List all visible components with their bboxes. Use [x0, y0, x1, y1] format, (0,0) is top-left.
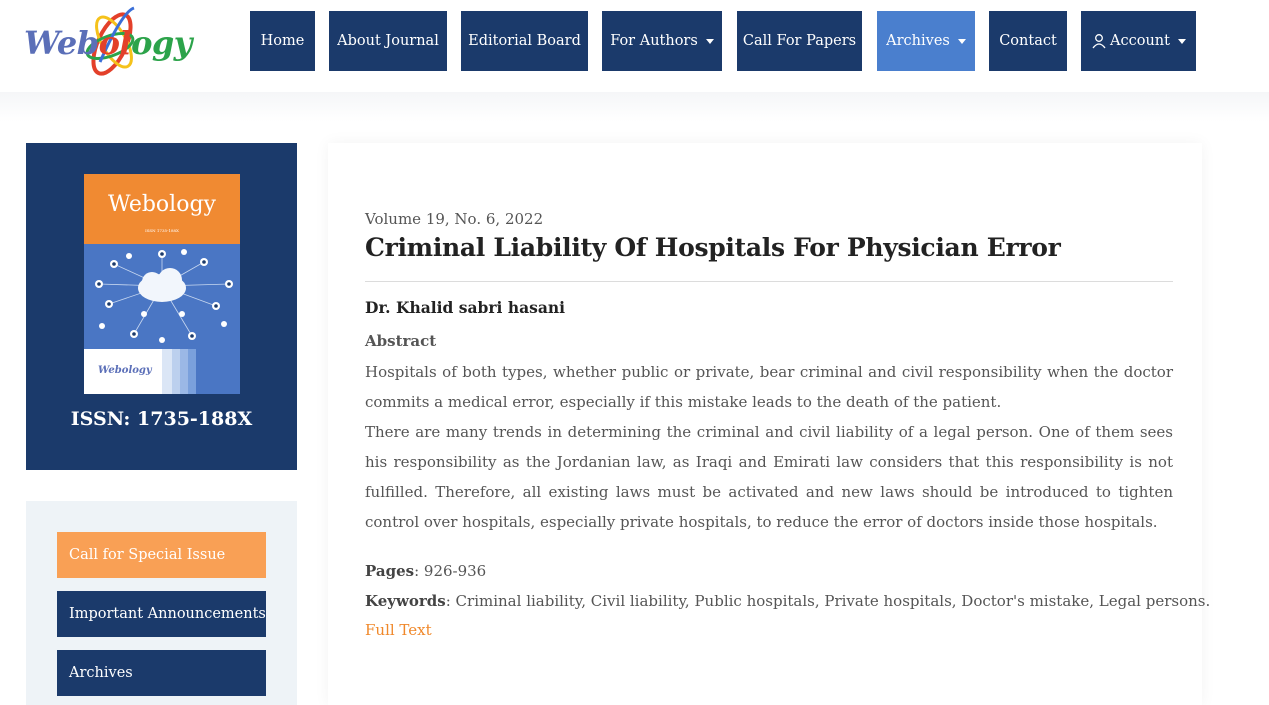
- chevron-down-icon: [958, 39, 966, 44]
- site-logo[interactable]: [22, 2, 192, 82]
- article-author: Dr. Khalid sabri hasani: [365, 298, 566, 317]
- article-title: Criminal Liability Of Hospitals For Physician Error: [365, 233, 1061, 262]
- abstract-heading: Abstract: [365, 332, 437, 350]
- sidebar-menu: [26, 501, 297, 705]
- nav-contact-label: Contact: [999, 33, 1057, 49]
- network-cloud-icon: [84, 244, 240, 349]
- nav-account-label: Account: [1110, 33, 1170, 49]
- cover-logo: Webology: [98, 365, 152, 376]
- nav-for-authors[interactable]: [602, 11, 722, 71]
- side-btn-label: Important Announcements: [69, 606, 266, 622]
- nav-cfp-label: Call For Papers: [742, 33, 857, 49]
- nav-home-label: Home: [260, 33, 305, 49]
- cover-header: [84, 174, 240, 244]
- journal-cover-panel: [26, 143, 297, 470]
- archives-button[interactable]: [57, 650, 266, 696]
- nav-about-label: About Journal: [337, 33, 439, 49]
- chevron-down-icon: [1178, 39, 1186, 44]
- side-btn-label: Call for Special Issue: [69, 547, 226, 563]
- call-for-special-issue-button[interactable]: [57, 532, 266, 578]
- divider: [365, 281, 1173, 282]
- cover-title: Webology: [108, 192, 216, 217]
- nav-editorial-board[interactable]: [461, 11, 588, 71]
- nav-editorial-label: Editorial Board: [468, 33, 581, 49]
- cover-footer: [84, 349, 240, 394]
- user-icon: [1091, 33, 1107, 49]
- abstract-paragraph: Hospitals of both types, whether public or private, bear criminal and civil responsibility when the doctor commits a medical error, especially if this mistake leads to the death of the patient.: [365, 363, 1173, 411]
- article-card: [328, 143, 1211, 705]
- article-keywords: [365, 592, 1210, 610]
- keywords-label: Keywords: [365, 592, 446, 610]
- journal-cover-image[interactable]: [84, 174, 240, 394]
- article-volume[interactable]: Volume 19, No. 6, 2022: [365, 210, 544, 228]
- issn-label: ISSN: 1735-188X: [70, 408, 253, 430]
- abstract-paragraph: There are many trends in determining the criminal and civil liability of a legal person. One of them sees his responsibility as the Jordanian law, as Iraqi and Emirati law considers that this responsibility is not fulfilled. Therefore, all existing laws must be activated and new laws should be introduced to tighten control over hospitals, especially private hospitals, to reduce the error of doctors inside those hospitals.: [365, 423, 1173, 531]
- site-header: [0, 0, 1269, 92]
- nav-account[interactable]: [1081, 11, 1196, 71]
- article-pages: [365, 562, 486, 580]
- nav-about-journal[interactable]: [329, 11, 447, 71]
- nav-contact[interactable]: [989, 11, 1067, 71]
- nav-call-for-papers[interactable]: [737, 11, 862, 71]
- abstract-text: [365, 357, 1173, 537]
- side-btn-label: Archives: [69, 665, 133, 681]
- keywords-value: : Criminal liability, Civil liability, Public hospitals, Private hospitals, Doctor's mistake, Legal persons.: [445, 592, 1211, 610]
- logo-wordmark: Webology: [24, 24, 192, 62]
- cover-issn: ISSN 1735-188X: [145, 228, 179, 233]
- pages-label: Pages: [365, 562, 415, 580]
- full-text-link[interactable]: Full Text: [365, 621, 432, 639]
- nav-archives[interactable]: [877, 11, 975, 71]
- pages-value: : 926-936: [414, 562, 487, 580]
- nav-home[interactable]: [250, 11, 315, 71]
- chevron-down-icon: [706, 39, 714, 44]
- nav-archives-label: Archives: [886, 33, 950, 49]
- nav-authors-label: For Authors: [610, 33, 698, 49]
- important-announcements-button[interactable]: [57, 591, 266, 637]
